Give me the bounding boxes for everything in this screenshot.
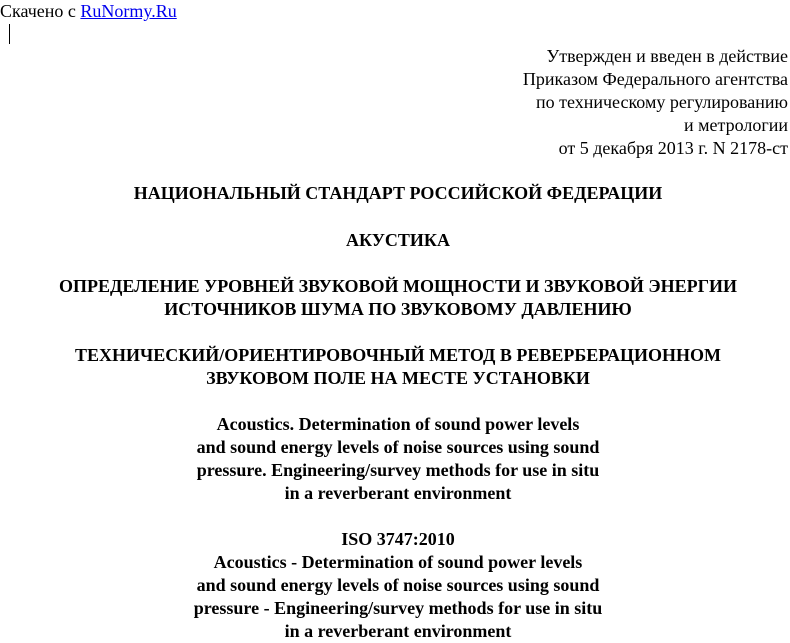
iso-title-line: pressure - Engineering/survey methods for use in situ bbox=[193, 598, 603, 618]
approval-line: и метрологии bbox=[684, 115, 788, 135]
approval-line: от 5 декабря 2013 г. N 2178-ст bbox=[558, 138, 788, 158]
document-title-en bbox=[0, 413, 790, 505]
method-ru-line: ЗВУКОВОМ ПОЛЕ НА МЕСТЕ УСТАНОВКИ bbox=[206, 368, 590, 388]
iso-title-line: Acoustics - Determination of sound power levels bbox=[213, 552, 583, 572]
iso-code: ISO 3747:2010 bbox=[341, 529, 455, 549]
title-ru-line: ОПРЕДЕЛЕНИЕ УРОВНЕЙ ЗВУКОВОЙ МОЩНОСТИ И ЗВУКОВОЙ ЭНЕРГИИ bbox=[58, 276, 738, 296]
iso-title-line: in a reverberant environment bbox=[284, 621, 512, 641]
download-source-line bbox=[0, 0, 177, 23]
title-en-line: pressure. Engineering/survey methods for use in situ bbox=[196, 460, 600, 480]
subject-heading-text: АКУСТИКА bbox=[346, 230, 450, 250]
runormy-link[interactable]: RuNormy.Ru bbox=[80, 1, 177, 21]
standard-title-text: НАЦИОНАЛЬНЫЙ СТАНДАРТ РОССИЙСКОЙ ФЕДЕРАЦИИ bbox=[133, 183, 663, 203]
subject-heading bbox=[0, 229, 790, 252]
text-cursor bbox=[9, 24, 10, 44]
method-title-ru bbox=[0, 344, 790, 390]
title-ru-line: ИСТОЧНИКОВ ШУМА ПО ЗВУКОВОМУ ДАВЛЕНИЮ bbox=[164, 299, 632, 319]
title-en-line: in a reverberant environment bbox=[284, 483, 512, 503]
approval-line: по техническому регулированию bbox=[535, 92, 788, 112]
standard-title bbox=[0, 182, 790, 205]
approval-line: Приказом Федерального агентства bbox=[522, 69, 788, 89]
document-title-ru bbox=[0, 275, 790, 321]
approval-block bbox=[388, 45, 788, 160]
title-en-line: Acoustics. Determination of sound power levels bbox=[216, 414, 580, 434]
approval-line: Утвержден и введен в действие bbox=[546, 46, 788, 66]
method-ru-line: ТЕХНИЧЕСКИЙ/ОРИЕНТИРОВОЧНЫЙ МЕТОД В РЕВЕРБЕРАЦИОННОМ bbox=[75, 345, 721, 365]
iso-title-line: and sound energy levels of noise sources using sound bbox=[196, 575, 600, 595]
title-en-line: and sound energy levels of noise sources using sound bbox=[196, 437, 600, 457]
download-prefix: Скачено с bbox=[0, 1, 81, 21]
iso-reference bbox=[0, 528, 790, 643]
